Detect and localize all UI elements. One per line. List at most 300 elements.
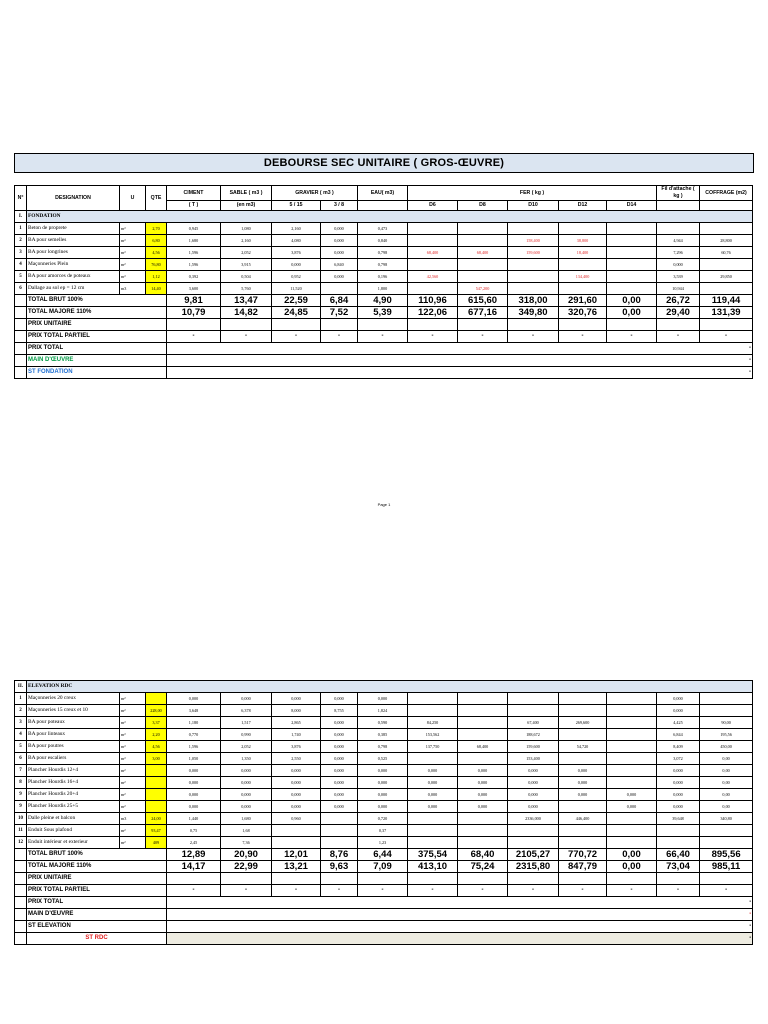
table-row: [15, 271, 753, 283]
header-coffrage-sub: [700, 201, 753, 211]
row-designation: Beton de proprete: [27, 223, 120, 235]
subtotal-value: -: [167, 921, 753, 933]
cell-eau: 0,000: [358, 777, 408, 789]
main-oeuvre-label: MAIN D'ŒUVRE: [27, 355, 167, 367]
header-gravier-5-15: 5 / 15: [272, 201, 321, 211]
cell-fer-d12: [559, 705, 607, 717]
total-brut-fer-d8: 68,40: [458, 849, 508, 861]
prix-partiel-ciment: -: [167, 331, 221, 343]
cell-sable: 2,052: [221, 741, 272, 753]
cell-fer-d6: 0,000: [408, 777, 458, 789]
subtotal-label: ST FONDATION: [27, 367, 167, 379]
header-d10: D10: [508, 201, 559, 211]
cell-ciment: 2,45: [167, 837, 221, 849]
cell-fer-d8: [458, 259, 508, 271]
total-brut-gravier-3-8: 8,76: [321, 849, 358, 861]
row-qte: [146, 693, 167, 705]
header-d6a: D6: [408, 201, 458, 211]
cell-fil: 0,000: [657, 777, 700, 789]
total-brut-fer-d6: 110,96: [408, 295, 458, 307]
row-designation: Maçonneries Plein: [27, 259, 120, 271]
section-number: I.: [15, 211, 27, 223]
row-unit: m²: [120, 825, 146, 837]
cell-fer-d12: 0,000: [559, 789, 607, 801]
cell-sable: 1,350: [221, 753, 272, 765]
table-row: [15, 789, 753, 801]
cell-gravier-5-15: 0,000: [272, 777, 321, 789]
header-sable-unit: (en m3): [221, 201, 272, 211]
total-majore-row: [15, 861, 753, 873]
total-brut-fer-d6: 375,54: [408, 849, 458, 861]
cell-gravier-5-15: 2,160: [272, 223, 321, 235]
total-majore-ciment: 14,17: [167, 861, 221, 873]
cell-coffrage: 0,00: [700, 753, 753, 765]
cell-gravier-3-8: 0,000: [321, 741, 358, 753]
cell-fer-d6: 153,562: [408, 729, 458, 741]
cell-fer-d8: [458, 235, 508, 247]
header-no: N°: [15, 186, 27, 211]
total-brut-fer-d10: 318,00: [508, 295, 559, 307]
header-eau: EAU( m3): [358, 186, 408, 201]
cell-fer-d14: [607, 693, 657, 705]
cell-fer-d10: [508, 259, 559, 271]
cell-gravier-5-15: 1,740: [272, 729, 321, 741]
row-qte: 2,20: [146, 729, 167, 741]
row-number: 6: [15, 753, 27, 765]
header-ciment: CIMENT: [167, 186, 221, 201]
cell-fer-d14: [607, 753, 657, 765]
cell-fer-d10: 67,400: [508, 717, 559, 729]
cell-eau: 0,473: [358, 223, 408, 235]
row-number: 9: [15, 789, 27, 801]
cell-fer-d12: [559, 825, 607, 837]
prix-unitaire-cell: [321, 873, 358, 885]
prix-total-label: PRIX TOTAL: [27, 897, 167, 909]
total-brut-sable: 20,90: [221, 849, 272, 861]
prix-unitaire-cell: [657, 319, 700, 331]
cell-fer-d12: [559, 753, 607, 765]
section-title: ELEVATION RDC: [27, 681, 753, 693]
row-unit: m²: [120, 789, 146, 801]
cell-fer-d10: 158,400: [508, 235, 559, 247]
cell-coffrage: 0,00: [700, 801, 753, 813]
cell-fer-d10: [508, 283, 559, 295]
cell-fer-d14: [607, 283, 657, 295]
cell-coffrage: [700, 825, 753, 837]
total-brut-eau: 4,90: [358, 295, 408, 307]
row-qte: 2,70: [146, 223, 167, 235]
total-brut-coffrage: 119,44: [700, 295, 753, 307]
main-oeuvre-value: -: [167, 355, 753, 367]
cell-fer-d12: 446,400: [559, 813, 607, 825]
row-number: 12: [15, 837, 27, 849]
prix-partiel-sable: -: [221, 885, 272, 897]
header-fil-sub: [657, 201, 700, 211]
row-unit: m²: [120, 777, 146, 789]
table-row: [15, 777, 753, 789]
cell-gravier-3-8: 0,000: [321, 789, 358, 801]
row-designation: Maçonneries 20 creux: [27, 693, 120, 705]
cell-ciment: 0,000: [167, 777, 221, 789]
prix-partiel-row: [15, 885, 753, 897]
section-title: FONDATION: [27, 211, 753, 223]
row-number: 2: [15, 705, 27, 717]
subtotal-row: [15, 367, 753, 379]
prix-unitaire-cell: [607, 319, 657, 331]
blank-cell: [15, 343, 27, 355]
cell-fer-d14: [607, 247, 657, 259]
cell-fer-d6: [408, 223, 458, 235]
cell-fer-d14: [607, 777, 657, 789]
row-unit: m³: [120, 235, 146, 247]
total-majore-sable: 14,82: [221, 307, 272, 319]
cell-ciment: 0,000: [167, 789, 221, 801]
cell-eau: 0,590: [358, 717, 408, 729]
cell-fer-d12: [559, 729, 607, 741]
row-number: 4: [15, 729, 27, 741]
cell-coffrage: [700, 223, 753, 235]
total-majore-fer-d10: 349,80: [508, 307, 559, 319]
cell-fer-d6: [408, 825, 458, 837]
cell-fil: 0,000: [657, 705, 700, 717]
cell-coffrage: 0,00: [700, 765, 753, 777]
cell-fer-d8: 0,000: [458, 801, 508, 813]
row-qte: 14,40: [146, 283, 167, 295]
cell-sable: 1,080: [221, 223, 272, 235]
cell-fer-d10: [508, 223, 559, 235]
row-number: 1: [15, 693, 27, 705]
prix-partiel-fer-d12: -: [559, 331, 607, 343]
row-unit: m²: [120, 693, 146, 705]
row-designation: BA pour poteaux: [27, 717, 120, 729]
cell-fer-d12: [559, 223, 607, 235]
cell-fer-d6: 42,560: [408, 271, 458, 283]
cell-gravier-3-8: 0,000: [321, 271, 358, 283]
row-designation: Dalle pleine et balcon: [27, 813, 120, 825]
cell-ciment: 1,180: [167, 717, 221, 729]
st-rdc-value: -: [167, 933, 753, 945]
cell-coffrage: [700, 705, 753, 717]
cell-gravier-3-8: 0,000: [321, 765, 358, 777]
cell-fer-d14: [607, 741, 657, 753]
cell-fer-d12: 18,400: [559, 247, 607, 259]
cell-fil: 0,000: [657, 693, 700, 705]
cell-gravier-5-15: 2,550: [272, 753, 321, 765]
total-majore-coffrage: 985,11: [700, 861, 753, 873]
subtotal-label: ST ELEVATION: [27, 921, 167, 933]
prix-partiel-label: PRIX TOTAL PARTIEL: [27, 885, 167, 897]
prix-unitaire-cell: [167, 873, 221, 885]
prix-partiel-fil: -: [657, 885, 700, 897]
cell-fer-d10: [508, 271, 559, 283]
cell-gravier-3-8: 0,000: [321, 729, 358, 741]
row-designation: Dallage au sol ep = 12 cm: [27, 283, 120, 295]
cell-coffrage: 195,56: [700, 729, 753, 741]
row-number: 4: [15, 259, 27, 271]
main-oeuvre-value: -: [167, 909, 753, 921]
cell-gravier-3-8: [321, 813, 358, 825]
row-designation: BA pour poutres: [27, 741, 120, 753]
row-designation: Enduit Sous plafond: [27, 825, 120, 837]
cell-fer-d10: 0,000: [508, 765, 559, 777]
cell-gravier-5-15: [272, 825, 321, 837]
prix-unitaire-cell: [358, 319, 408, 331]
prix-unitaire-cell: [221, 319, 272, 331]
total-majore-gravier-5-15: 13,21: [272, 861, 321, 873]
cell-coffrage: 90,00: [700, 717, 753, 729]
cell-eau: 0,000: [358, 801, 408, 813]
cell-fer-d8: 0,000: [458, 777, 508, 789]
row-designation: BA pour amorces de poteaux: [27, 271, 120, 283]
row-qte: [146, 777, 167, 789]
blank-cell: [15, 885, 27, 897]
cell-gravier-5-15: 0,000: [272, 693, 321, 705]
cell-fer-d6: [408, 259, 458, 271]
cell-fer-d8: [458, 837, 508, 849]
cell-fer-d8: [458, 705, 508, 717]
prix-partiel-eau: -: [358, 885, 408, 897]
total-brut-ciment: 9,81: [167, 295, 221, 307]
prix-total-row: [15, 897, 753, 909]
cell-gravier-3-8: 0,000: [321, 693, 358, 705]
header-gravier: GRAVIER ( m3 ): [272, 186, 358, 201]
table-row: [15, 825, 753, 837]
header-sable: SABLE ( m3 ): [221, 186, 272, 201]
row-designation: Plancher Hourdis 16+4: [27, 777, 120, 789]
cell-ciment: 1,596: [167, 741, 221, 753]
cell-fer-d6: 0,000: [408, 789, 458, 801]
total-brut-label: TOTAL BRUT 100%: [27, 295, 167, 307]
row-number: 3: [15, 247, 27, 259]
cell-eau: 0,840: [358, 235, 408, 247]
row-unit: m3: [120, 813, 146, 825]
prix-unitaire-cell: [272, 873, 321, 885]
cell-ciment: 1,596: [167, 247, 221, 259]
row-qte: 93,47: [146, 825, 167, 837]
prix-unitaire-cell: [700, 319, 753, 331]
blank-cell: [15, 367, 27, 379]
header-gravier-3-8: 3 / 8: [321, 201, 358, 211]
cell-eau: 1,23: [358, 837, 408, 849]
cell-fer-d14: 0,000: [607, 789, 657, 801]
cell-sable: 6,378: [221, 705, 272, 717]
cell-ciment: 3,600: [167, 283, 221, 295]
cell-fer-d6: [408, 837, 458, 849]
cell-fil: [657, 223, 700, 235]
total-majore-ciment: 10,79: [167, 307, 221, 319]
header-fil: Fil d'attache ( kg ): [657, 186, 700, 201]
row-number: 5: [15, 741, 27, 753]
cell-gravier-3-8: [321, 837, 358, 849]
cell-fer-d14: [607, 837, 657, 849]
cell-fer-d10: 0,000: [508, 789, 559, 801]
cell-fer-d14: [607, 825, 657, 837]
table-row: [15, 247, 753, 259]
total-brut-fer-d8: 615,60: [458, 295, 508, 307]
total-majore-fer-d8: 677,16: [458, 307, 508, 319]
cell-fer-d14: [607, 235, 657, 247]
cell-coffrage: 28,800: [700, 235, 753, 247]
cell-sable: 0,000: [221, 777, 272, 789]
cell-fil: 6,844: [657, 729, 700, 741]
main-oeuvre-label: MAIN D'ŒUVRE: [27, 909, 167, 921]
total-brut-fer-d12: 291,60: [559, 295, 607, 307]
total-majore-fer-d6: 122,06: [408, 307, 458, 319]
cell-gravier-3-8: 0,000: [321, 777, 358, 789]
cell-fer-d10: [508, 693, 559, 705]
cell-fer-d10: 159,600: [508, 247, 559, 259]
cell-ciment: 0,000: [167, 693, 221, 705]
cell-coffrage: [700, 693, 753, 705]
cell-gravier-3-8: 0,000: [321, 247, 358, 259]
total-majore-fil: 73,04: [657, 861, 700, 873]
row-number: 5: [15, 271, 27, 283]
row-designation: BA pour semelles: [27, 235, 120, 247]
cell-ciment: 3,648: [167, 705, 221, 717]
cell-gravier-3-8: 0,000: [321, 223, 358, 235]
prix-unitaire-label: PRIX UNITAIRE: [27, 319, 167, 331]
cell-coffrage: 60,76: [700, 247, 753, 259]
header-d14: D14: [607, 201, 657, 211]
total-majore-fer-d12: 847,79: [559, 861, 607, 873]
prix-partiel-fer-d8: -: [458, 885, 508, 897]
row-unit: m³: [120, 753, 146, 765]
total-brut-ciment: 12,89: [167, 849, 221, 861]
row-unit: m²: [120, 765, 146, 777]
total-brut-fil: 26,72: [657, 295, 700, 307]
blank-cell: [15, 873, 27, 885]
total-brut-label: TOTAL BRUT 100%: [27, 849, 167, 861]
cell-eau: 0,196: [358, 271, 408, 283]
total-majore-fer-d6: 413,10: [408, 861, 458, 873]
row-unit: m³: [120, 741, 146, 753]
prix-unitaire-cell: [408, 873, 458, 885]
cell-sable: 0,000: [221, 801, 272, 813]
total-majore-fer-d14: 0,00: [607, 861, 657, 873]
cell-fer-d10: 159,600: [508, 741, 559, 753]
prix-partiel-fer-d10: -: [508, 331, 559, 343]
prix-partiel-fer-d10: -: [508, 885, 559, 897]
total-majore-gravier-3-8: 9,63: [321, 861, 358, 873]
row-designation: Maçonneries 15 creux et 10: [27, 705, 120, 717]
cell-fil: 4,944: [657, 235, 700, 247]
cell-gravier-3-8: 8,755: [321, 705, 358, 717]
table-row: [15, 259, 753, 271]
total-majore-fil: 29,40: [657, 307, 700, 319]
cell-ciment: 0,945: [167, 223, 221, 235]
cell-sable: 1,517: [221, 717, 272, 729]
cell-fil: 0,000: [657, 765, 700, 777]
row-qte: [146, 765, 167, 777]
prix-total-row: [15, 343, 753, 355]
blank-cell: [15, 295, 27, 307]
cell-fer-d12: 54,720: [559, 741, 607, 753]
row-qte: 409: [146, 837, 167, 849]
prix-unitaire-cell: [408, 319, 458, 331]
cell-fer-d14: [607, 705, 657, 717]
row-designation: BA pour longrines: [27, 247, 120, 259]
header-d12: D12: [559, 201, 607, 211]
cell-gravier-3-8: [321, 825, 358, 837]
cell-fer-d8: [458, 753, 508, 765]
cell-fer-d8: [458, 271, 508, 283]
cell-eau: 0,000: [358, 693, 408, 705]
cell-fil: 0,000: [657, 259, 700, 271]
row-number: 11: [15, 825, 27, 837]
row-designation: BA pour linteaux: [27, 729, 120, 741]
cell-sable: 3,915: [221, 259, 272, 271]
row-qte: 4,56: [146, 247, 167, 259]
row-unit: m³: [120, 223, 146, 235]
cell-eau: 0,798: [358, 741, 408, 753]
cell-gravier-5-15: [272, 837, 321, 849]
prix-partiel-fer-d6: -: [408, 885, 458, 897]
prix-partiel-fer-d14: -: [607, 331, 657, 343]
cell-fer-d12: [559, 259, 607, 271]
cell-ciment: 0,75: [167, 825, 221, 837]
cell-fer-d6: 137,750: [408, 741, 458, 753]
row-qte: [146, 801, 167, 813]
prix-total-value: -: [167, 343, 753, 355]
cell-sable: 2,160: [221, 235, 272, 247]
row-number: 7: [15, 765, 27, 777]
subtotal-row: [15, 921, 753, 933]
row-designation: Plancher Hourdis 20+4: [27, 789, 120, 801]
cell-gravier-5-15: 4,080: [272, 235, 321, 247]
prix-partiel-eau: -: [358, 331, 408, 343]
cell-fer-d8: 547,200: [458, 283, 508, 295]
total-brut-coffrage: 895,56: [700, 849, 753, 861]
cell-fer-d12: [559, 837, 607, 849]
cell-fer-d6: 0,000: [408, 801, 458, 813]
total-brut-fer-d10: 2105,27: [508, 849, 559, 861]
header-designation: DESIGNATION: [27, 186, 120, 211]
cell-fer-d14: [607, 223, 657, 235]
row-qte: 3,37: [146, 717, 167, 729]
row-qte: 228,00: [146, 705, 167, 717]
cell-ciment: 1,440: [167, 813, 221, 825]
total-brut-sable: 13,47: [221, 295, 272, 307]
prix-partiel-gravier-3-8: -: [321, 885, 358, 897]
cell-fer-d6: 0,000: [408, 765, 458, 777]
cell-gravier-5-15: 0,000: [272, 765, 321, 777]
prix-total-value: -: [167, 897, 753, 909]
total-majore-sable: 22,99: [221, 861, 272, 873]
cell-fer-d14: [607, 271, 657, 283]
cell-gravier-5-15: 0,952: [272, 271, 321, 283]
cell-fer-d8: [458, 813, 508, 825]
total-brut-eau: 6,44: [358, 849, 408, 861]
blank-cell: [15, 355, 27, 367]
cell-fil: 39,648: [657, 813, 700, 825]
cell-fer-d8: [458, 825, 508, 837]
cell-fer-d14: [607, 813, 657, 825]
row-qte: 1,12: [146, 271, 167, 283]
cell-coffrage: 450,00: [700, 741, 753, 753]
cell-fer-d10: 0,000: [508, 801, 559, 813]
blank-cell: [15, 897, 27, 909]
prix-unitaire-cell: [458, 873, 508, 885]
blank-cell: [15, 849, 27, 861]
cell-fer-d6: [408, 705, 458, 717]
cell-fer-d14: [607, 259, 657, 271]
total-majore-eau: 5,39: [358, 307, 408, 319]
cell-fer-d12: 269,600: [559, 717, 607, 729]
cell-fer-d12: 134,400: [559, 271, 607, 283]
table-row: [15, 223, 753, 235]
cell-sable: 0,000: [221, 693, 272, 705]
row-designation: Plancher Hourdis 25+5: [27, 801, 120, 813]
